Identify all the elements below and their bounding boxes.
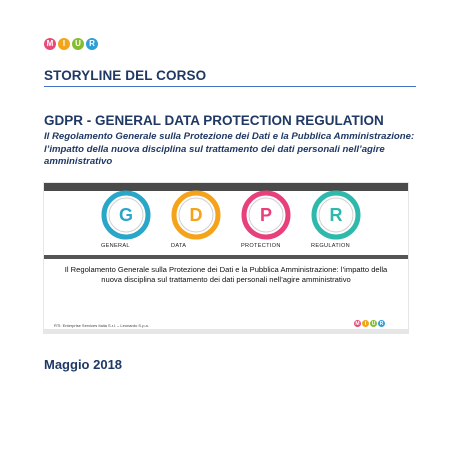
circle-letter-p: P	[259, 205, 273, 225]
logo-letter-m: M	[44, 38, 56, 50]
cover-logo-letter-u: U	[371, 320, 376, 327]
gdpr-circles-graphic	[44, 183, 408, 253]
circle-letter-r: R	[329, 205, 343, 225]
miur-logo	[44, 38, 98, 52]
document-title: GDPR - GENERAL DATA PROTECTION REGULATION	[44, 113, 384, 128]
cover-divider	[44, 255, 408, 259]
cover-company: RTI: Enterprise Services Italia S.r.l. – Leonardo S.p.a.	[54, 323, 149, 328]
cover-description: Il Regolamento Generale sulla Protezione dei Dati e la Pubblica Amministrazione: l’impatto della nuova disciplina sul trattamento dei dati personali nell’agire amministrativo	[64, 265, 388, 284]
document-subtitle: Il Regolamento Generale sulla Protezione dei Dati e la Pubblica Amministrazione: l’impatto della nuova disciplina sul trattamento dei dati personali nell’agire amministrativo	[44, 131, 415, 168]
title-divider	[44, 86, 416, 87]
document-date: Maggio 2018	[44, 357, 123, 372]
circle-word-general: GENERAL	[101, 243, 130, 249]
circle-word-regulation: REGULATION	[311, 243, 350, 249]
circle-letter-g: G	[118, 205, 134, 225]
logo-letter-u: U	[72, 38, 84, 50]
logo-letter-r: R	[86, 38, 98, 50]
circle-word-data: DATA	[171, 243, 187, 249]
cover-bottom-bar	[44, 329, 408, 333]
cover-image	[44, 183, 408, 333]
circle-word-protection: PROTECTION	[241, 243, 281, 249]
cover-logo-letter-i: I	[362, 320, 369, 327]
storyline-title: STORYLINE DEL CORSO	[44, 68, 207, 83]
logo-letter-i: I	[58, 38, 70, 50]
cover-miur-logo	[354, 320, 385, 327]
cover-logo-letter-r: R	[379, 320, 384, 327]
circle-letter-d: D	[189, 205, 203, 225]
cover-logo-letter-m: M	[355, 320, 360, 327]
